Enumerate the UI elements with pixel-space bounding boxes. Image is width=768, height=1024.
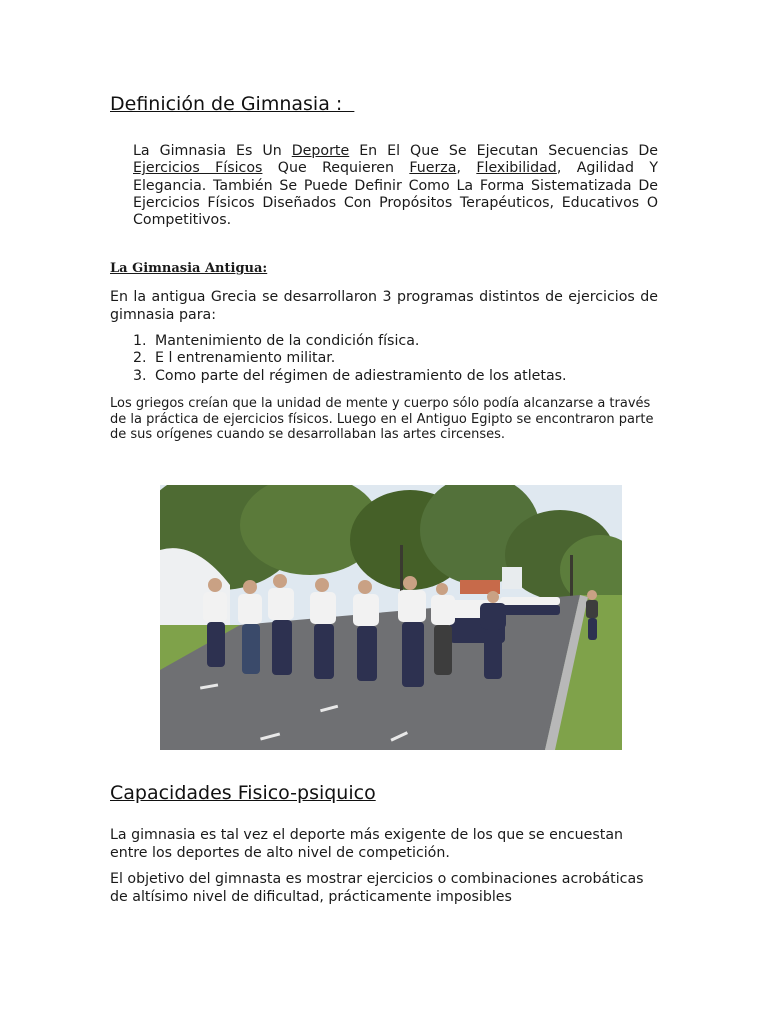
- text-segment: ,: [456, 160, 477, 177]
- link-deporte[interactable]: Deporte: [291, 143, 350, 159]
- list-number: 1.: [133, 333, 147, 349]
- list-item: [133, 350, 567, 367]
- antigua-intro: En la antigua Grecia se desarrollaron 3 programas distintos de ejercicios de gimnasia para:: [110, 289, 658, 323]
- heading-definicion: Definición de Gimnasia :: [110, 93, 355, 115]
- text-segment: En El Que Se Ejecutan Secuencias De: [349, 143, 658, 159]
- text-segment: Que Requieren: [262, 160, 410, 177]
- list-number: 3.: [133, 367, 147, 384]
- programas-list: [133, 333, 567, 385]
- list-text: Como parte del régimen de adiestramiento de los atletas.: [155, 367, 567, 384]
- capacidades-paragraph-1: La gimnasia es tal vez el deporte más exigente de los que se encuestan entre los deportes de alto nivel de competición.: [110, 827, 624, 861]
- text-segment: , Agilidad Y Elegancia. También Se Puede Definir Como La Forma Sistematizada De Ejercicios Físicos Diseñados Con Propósitos Terapéuticos, Educativos O Competitivos.: [133, 160, 659, 229]
- heading-gimnasia-antigua: La Gimnasia Antigua:: [110, 261, 268, 276]
- photo-military-training: [160, 485, 622, 750]
- capacidades-paragraph-2: El objetivo del gimnasta es mostrar ejercicios o combinaciones acrobáticas de altísimo nivel de dificultad, prácticamente imposibles: [110, 871, 644, 905]
- link-fuerza[interactable]: Fuerza: [409, 160, 457, 177]
- definicion-paragraph: [133, 143, 658, 229]
- list-number: 2.: [133, 350, 147, 367]
- text-segment: La Gimnasia Es Un: [133, 143, 292, 159]
- heading-capacidades: Capacidades Fisico-psiquico: [110, 782, 376, 804]
- griegos-paragraph: Los griegos creían que la unidad de mente y cuerpo sólo podía alcanzarse a través de la práctica de ejercicios físicos. Luego en el Antiguo Egipto se encontraron parte de sus orígenes cuando se desarrollaban las artes circenses.: [110, 396, 654, 442]
- list-item: [133, 368, 567, 385]
- list-text: E l entrenamiento militar.: [155, 350, 336, 367]
- photo-illustration: [160, 485, 622, 750]
- list-item: [133, 333, 567, 350]
- link-ejercicios-fisicos[interactable]: Ejercicios Físicos: [133, 160, 263, 177]
- link-flexibilidad[interactable]: Flexibilidad: [476, 160, 557, 177]
- list-text: Mantenimiento de la condición física.: [155, 333, 420, 349]
- photo-tower: [502, 567, 522, 589]
